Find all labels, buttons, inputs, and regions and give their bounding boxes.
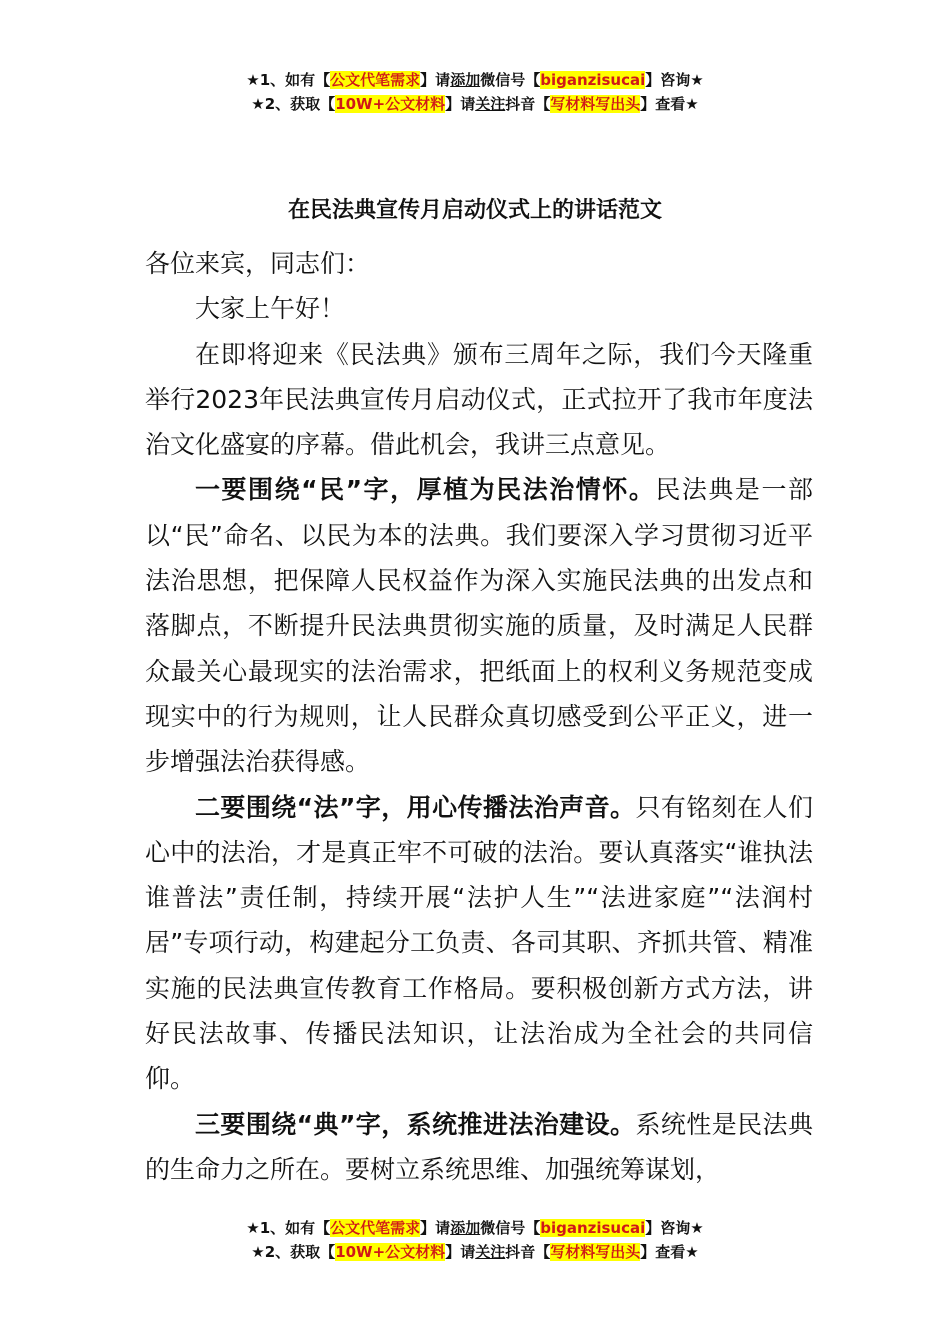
banner-text: 微信号【 <box>480 1219 541 1237</box>
banner-highlight: 公文代笔需求 <box>330 1219 421 1237</box>
banner-underlined: 添加 <box>450 1219 481 1237</box>
point-text: 只有铭刻在人们心中的法治，才是真正牢不可破的法治。要认真落实“谁执法谁普法”责任制，持续开展“法护人生”“法进家庭”“法润村居”专项行动，构建起分工负责、各司其职、齐抓共管、精准实施的民法典宣传教育工作格局。要积极创新方式方法，讲好民法故事、传播民法知识，让法治成为全社会的共同信仰。 <box>145 792 813 1094</box>
point-heading: 一要围绕“民”字，厚植为民法治情怀。 <box>195 475 656 505</box>
banner-text: 抖音【 <box>505 95 551 113</box>
banner-text: 】咨询★ <box>645 71 704 89</box>
banner-text: 】查看★ <box>640 1243 699 1261</box>
header-banner <box>0 68 950 116</box>
point-heading: 二要围绕“法”字，用心传播法治声音。 <box>195 792 636 822</box>
banner-text: 】请 <box>445 95 476 113</box>
point-paragraph-2 <box>145 785 813 1102</box>
banner-text: 】请 <box>420 1219 451 1237</box>
point-paragraph-3 <box>145 1102 813 1193</box>
banner-line-2 <box>0 1240 950 1264</box>
banner-wechat-id: biganzisucai <box>540 1219 646 1237</box>
banner-line-1 <box>0 68 950 92</box>
banner-text: 】请 <box>445 1243 476 1261</box>
point-text: 民法典是一部以“民”命名、以民为本的法典。我们要深入学习贯彻习近平法治思想，把保障人民权益作为深入实施民法典的出发点和落脚点，不断提升民法典贯彻实施的质量，及时满足人民群众最关心最现实的法治需求，把纸面上的权利义务规范变成现实中的行为规则，让人民群众真切感受到公平正义，进一步增强法治获得感。 <box>145 475 813 777</box>
banner-douyin-name: 写材料写出头 <box>550 95 641 113</box>
banner-text: ★1、如有【 <box>246 1219 331 1237</box>
banner-text: ★2、获取【 <box>251 95 336 113</box>
banner-douyin-name: 写材料写出头 <box>550 1243 641 1261</box>
banner-highlight: 10W+公文材料 <box>335 95 446 113</box>
banner-line-1 <box>0 1216 950 1240</box>
banner-text: ★1、如有【 <box>246 71 331 89</box>
banner-text: 】查看★ <box>640 95 699 113</box>
footer-banner <box>0 1216 950 1264</box>
intro-paragraph: 在即将迎来《民法典》颁布三周年之际，我们今天隆重举行2023年民法典宣传月启动仪式，正式拉开了我市年度法治文化盛宴的序幕。借此机会，我讲三点意见。 <box>145 339 813 460</box>
point-text: 系统性是民法典的生命力之所在。要树立系统思维、加强统筹谋划， <box>145 1109 813 1184</box>
banner-text: ★2、获取【 <box>251 1243 336 1261</box>
point-heading: 三要围绕“典”字，系统推进法治建设。 <box>195 1109 636 1139</box>
salutation: 各位来宾，同志们： <box>145 249 371 278</box>
banner-underlined: 添加 <box>450 71 481 89</box>
document-body <box>145 241 813 1192</box>
banner-highlight: 10W+公文材料 <box>335 1243 446 1261</box>
banner-wechat-id: biganzisucai <box>540 71 646 89</box>
point-paragraph-1 <box>145 467 813 784</box>
banner-text: 抖音【 <box>505 1243 551 1261</box>
banner-underlined: 关注 <box>475 95 506 113</box>
banner-line-2 <box>0 92 950 116</box>
document-title: 在民法典宣传月启动仪式上的讲话范文 <box>287 198 662 223</box>
banner-text: 】咨询★ <box>645 1219 704 1237</box>
banner-text: 微信号【 <box>480 71 541 89</box>
greeting: 大家上午好！ <box>195 294 346 324</box>
banner-text: 】请 <box>420 71 451 89</box>
banner-highlight: 公文代笔需求 <box>330 71 421 89</box>
banner-underlined: 关注 <box>475 1243 506 1261</box>
